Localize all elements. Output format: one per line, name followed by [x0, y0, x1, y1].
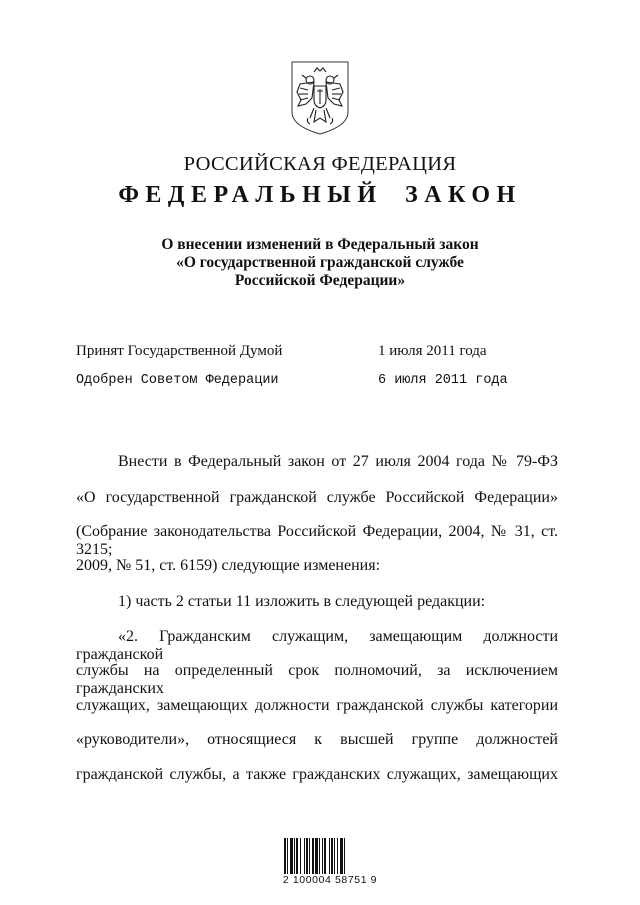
document-title [0, 236, 640, 290]
title-line: «О государственной гражданской службе [176, 254, 464, 271]
barcode-number: 2 100004 58751 9 [282, 874, 378, 886]
quoted-text-line: «2. Гражданским служащим, замещающим должности гражданской [76, 628, 558, 663]
body-line: (Собрание законодательства Российской Федерации, 2004, № 31, ст. 3215; [76, 523, 558, 558]
quoted-text-line: служащих, замещающих должности гражданской службы категории [76, 697, 558, 714]
quoted-text-line: «руководители», относящиеся к высшей группе должностей [76, 731, 558, 748]
quoted-text-line: службы на определенный срок полномочий, за исключением гражданских [76, 662, 558, 697]
title-line: О внесении изменений в Федеральный закон [161, 236, 479, 253]
body-line: «О государственной гражданской службе Российской Федерации» [76, 489, 558, 506]
duma-adoption-date: 1 июля 2011 года [378, 343, 487, 359]
body-line: Внести в Федеральный закон от 27 июля 2004 года № 79-ФЗ [118, 453, 558, 470]
body-line: 2009, № 51, ст. 6159) следующие изменения: [76, 557, 381, 574]
quoted-text-line: гражданской службы, а также гражданских служащих, замещающих [76, 766, 558, 783]
title-line: Российской Федерации» [234, 272, 406, 289]
council-approval-date: 6 июля 2011 года [378, 373, 508, 388]
document-type: ФЕДЕРАЛЬНЫЙ ЗАКОН [118, 182, 522, 208]
amendment-item: 1) часть 2 статьи 11 изложить в следующей редакции: [118, 593, 486, 610]
duma-adoption-label: Принят Государственной Думой [76, 343, 283, 359]
council-approval-label: Одобрен Советом Федерации [76, 373, 279, 388]
double-headed-eagle-emblem-icon [288, 60, 352, 136]
barcode-icon [284, 838, 376, 874]
country-name: РОССИЙСКАЯ ФЕДЕРАЦИЯ [183, 153, 457, 175]
